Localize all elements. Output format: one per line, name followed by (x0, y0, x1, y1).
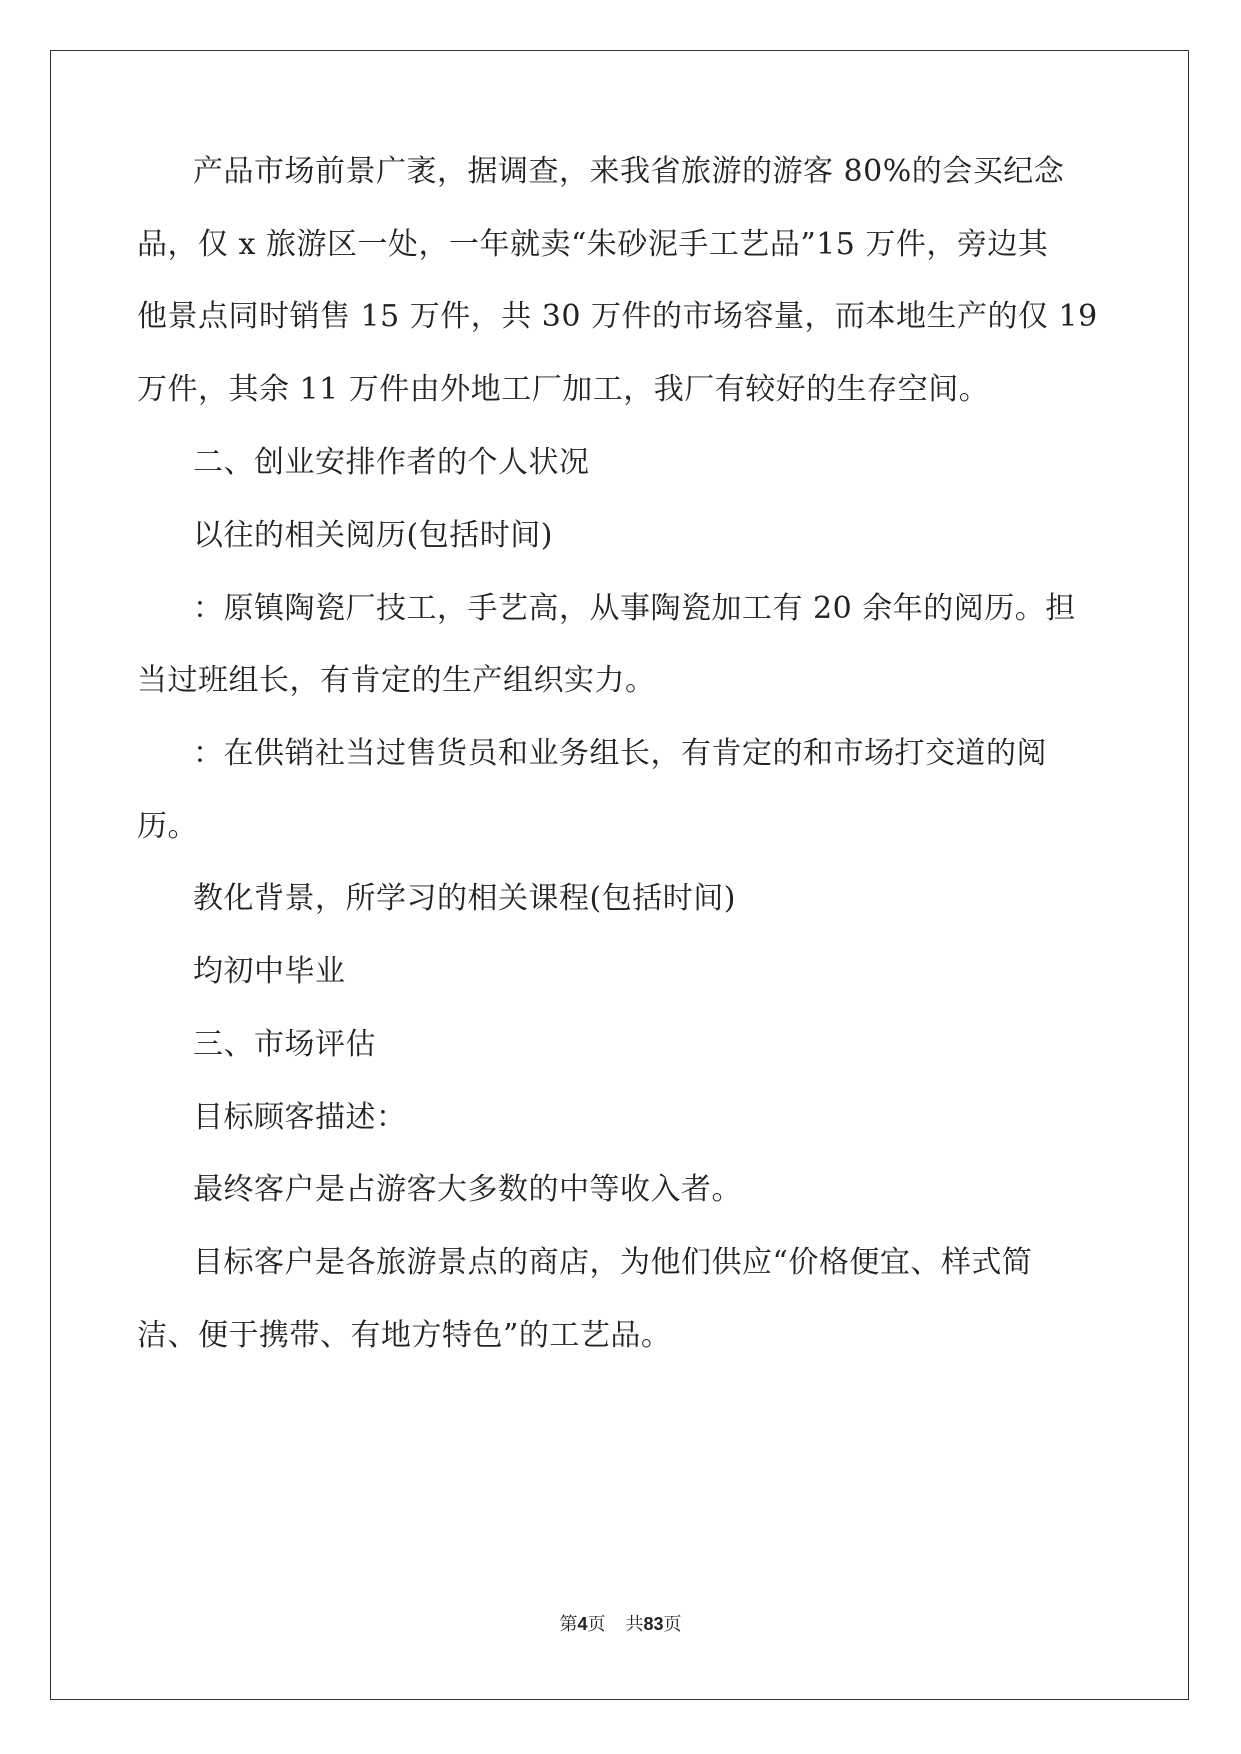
page-prefix: 第 (559, 1614, 578, 1635)
total-suffix: 页 (663, 1614, 682, 1635)
paragraph-line: ：在供销社当过售货员和业务组长，有肯定的和市场打交道的阅 (193, 736, 1047, 771)
paragraph-line: 历。 (137, 809, 198, 844)
paragraph-line: ：原镇陶瓷厂技工，手艺高，从事陶瓷加工有 20 余年的阅历。担 (193, 591, 1076, 626)
total-pages: 83 (643, 1614, 664, 1634)
paragraph-line: 目标顾客描述： (193, 1100, 407, 1135)
paragraph-line: 品，仅 x 旅游区一处，一年就卖“朱砂泥手工艺品”15 万件，旁边其 (137, 227, 1049, 262)
paragraph-line: 产品市场前景广袤，据调查，来我省旅游的游客 80%的会买纪念 (193, 154, 1065, 189)
paragraph-line: 当过班组长，有肯定的生产组织实力。 (137, 663, 656, 698)
section-heading: 三、市场评估 (193, 1027, 376, 1062)
paragraph-line: 洁、便于携带、有地方特色”的工艺品。 (137, 1318, 672, 1353)
paragraph-line: 教化背景，所学习的相关课程(包括时间) (193, 881, 736, 916)
paragraph-line: 他景点同时销售 15 万件，共 30 万件的市场容量，而本地生产的仅 19 (137, 299, 1098, 334)
section-heading: 二、创业安排作者的个人状况 (193, 445, 590, 480)
paragraph-line: 均初中毕业 (193, 954, 346, 989)
page-number: 4 (577, 1614, 588, 1634)
paragraph-line: 最终客户是占游客大多数的中等收入者。 (193, 1172, 742, 1207)
paragraph-line: 目标客户是各旅游景点的商店，为他们供应“价格便宜、样式简 (193, 1245, 1033, 1280)
paragraph-line: 万件，其余 11 万件由外地工厂加工，我厂有较好的生存空间。 (137, 372, 990, 407)
page-suffix: 页 (587, 1614, 606, 1635)
page-footer (0, 1612, 1241, 1637)
paragraph-line: 以往的相关阅历(包括时间) (193, 518, 553, 553)
total-prefix: 共 (625, 1614, 644, 1635)
